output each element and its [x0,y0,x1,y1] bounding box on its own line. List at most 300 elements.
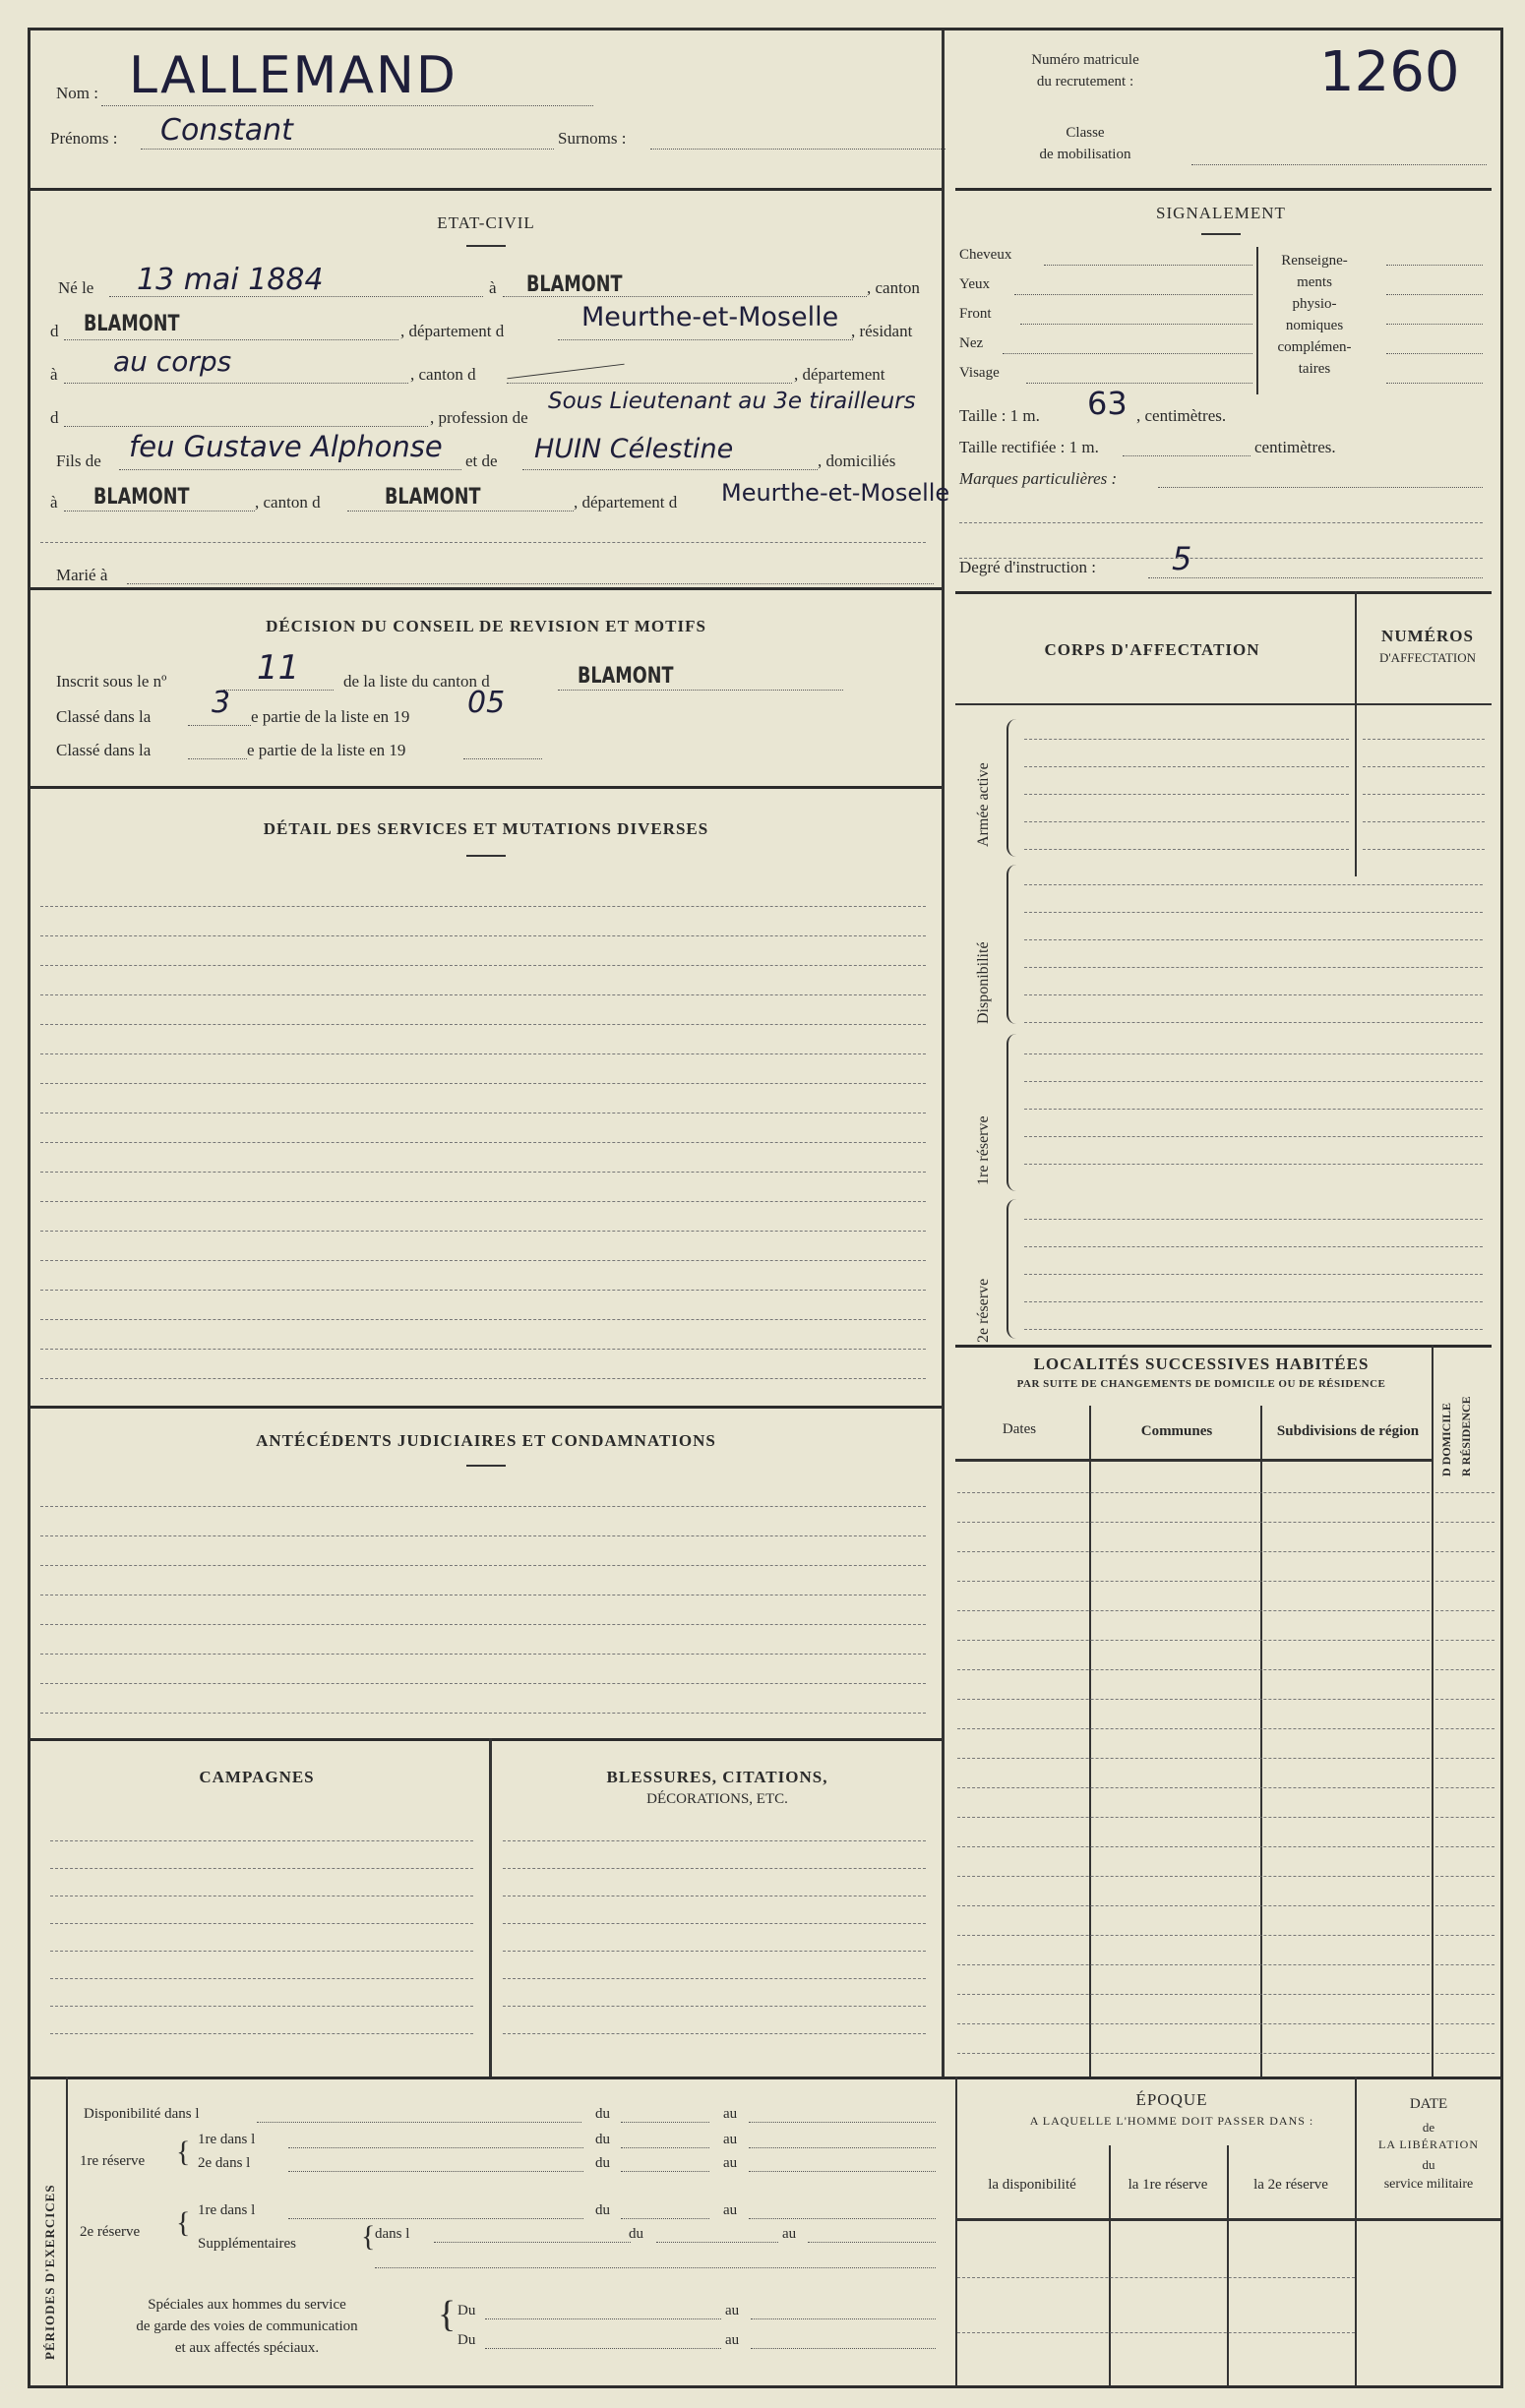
p1-du-line [621,2147,709,2148]
domicile-canton-line [347,511,574,512]
d2-line [64,426,428,427]
antecedents-rule [40,1654,926,1655]
localites-header-line [955,1459,1432,1462]
prenoms-line [141,149,554,150]
localites-rule [957,1964,1430,1965]
residence-line [64,383,408,384]
etat-civil-rule [40,542,926,543]
matricule-value: 1260 [1319,40,1460,104]
matricule-label-2: du recrutement : [1036,74,1134,90]
matricule-label-1: Numéro matricule [1031,52,1139,68]
details-rule [40,906,926,907]
antecedents-bottom [30,1738,942,1741]
localites-side-rule [1435,1817,1494,1818]
d2-label: d [50,408,59,427]
prenoms-label: Prénoms : [50,129,118,148]
localites-side-rule [1435,1522,1494,1523]
centimetres2-label: centimètres. [1254,438,1336,456]
localites-rule [957,1758,1430,1759]
localites-side-rule [1435,1551,1494,1552]
affectation-rule [1024,1164,1483,1165]
signalement-field-4: Visage [959,365,1000,381]
localites-side-rule [1435,1758,1494,1759]
affectation-rule [1024,1081,1483,1082]
renseignements-line-3 [1386,353,1483,354]
localites-side-rule [1435,1640,1494,1641]
spec-du-2-line [485,2348,721,2349]
canton-line [64,339,398,340]
pere-line [119,469,461,470]
annee2-line [463,758,542,759]
departement-line [558,339,853,340]
marques-label: Marques particulières : [959,469,1118,488]
affectation-rule [1024,884,1483,885]
fils-label: Fils de [56,452,101,470]
affectation-rule [1024,912,1483,913]
canton2-line [507,383,792,384]
mere-line [522,469,818,470]
blessures-rule [503,1923,926,1924]
p1-du: du [595,2132,610,2147]
domicile-canton-value: BLAMONT [385,485,481,510]
p2-line [288,2171,583,2172]
details-rule [40,1024,926,1025]
p1-au: au [723,2132,738,2147]
signalement-field-1: Yeux [959,276,990,292]
localites-side-rule [1435,1699,1494,1700]
p1-au-line [749,2147,936,2148]
et-label: et de [465,452,498,470]
affectation-rule [1024,1246,1483,1247]
header-divider-right [955,188,1492,191]
mere-value: HUIN Célestine [534,434,734,464]
departement-label: , département d [400,322,505,340]
localites-rule [957,1492,1430,1493]
corps-title: CORPS D'AFFECTATION [1044,640,1260,659]
details-rule [40,1142,926,1143]
localites-side-rule [1435,1610,1494,1611]
renseignements-line-0 [1386,265,1483,266]
classe-line [1191,164,1487,165]
affectation-bottom [955,1345,1492,1348]
dispo-line [257,2122,581,2123]
deuxieme-brace: { [176,2206,191,2239]
marie-line [127,583,934,584]
signalement-title: SIGNALEMENT [1156,204,1286,222]
details-rule [40,1113,926,1114]
front-line [1020,324,1252,325]
taille-rectifiee-line [1123,455,1250,456]
nez-line [1003,353,1252,354]
epoque-col-1: la 1re réserve [1128,2177,1208,2193]
localites-col-divider-2 [1260,1406,1262,2077]
epoque-header-line [957,2218,1355,2221]
affectation-rule [1024,967,1483,968]
marie-label: Marié à [56,566,108,584]
prenoms-value: Constant [160,113,293,148]
signalement-field-3: Nez [959,335,984,351]
supp-brace: { [361,2220,376,2253]
affectation-rule [1024,766,1349,767]
details-dash [466,855,506,857]
marques-rule-1 [959,522,1483,523]
localites-side-rule [1435,1787,1494,1788]
p2-au: au [723,2155,738,2171]
p1-label: 1re dans l [198,2132,256,2147]
ne-le-value: 13 mai 1884 [137,263,324,297]
main-column-divider [942,30,945,2077]
speciales-3: et aux affectés spéciaux. [174,2340,320,2356]
epoque-col-0: la disponibilité [988,2177,1076,2193]
localites-rule [957,2023,1430,2024]
renseignements-2: physio- [1292,296,1337,312]
renseignements-0: Renseigne- [1281,253,1348,269]
details-rule [40,965,926,966]
blessures-rule [503,1868,926,1869]
antecedents-title: ANTÉCÉDENTS JUDICIAIRES ET CONDAMNATIONS [256,1431,716,1450]
renseignements-1: ments [1297,274,1332,290]
dans-line [434,2242,631,2243]
decision-bottom [30,786,942,789]
marques-line-0 [1158,487,1483,488]
localites-col-1: Communes [1140,1423,1213,1439]
deuxieme-label: 2e réserve [80,2224,141,2240]
localites-side-rule [1435,1492,1494,1493]
date-2: de [1422,2120,1435,2135]
annee-value: 05 [467,686,506,720]
profession-label: , profession de [430,408,528,427]
degre-line [1148,577,1483,578]
surnoms-line [650,149,946,150]
signalement-field-0: Cheveux [959,247,1012,263]
lieu-naissance-line [503,296,867,297]
antecedents-rule [40,1535,926,1536]
spec-au-2-line [751,2348,936,2349]
affectation-rule [1024,794,1349,795]
localites-rule [957,1876,1430,1877]
date-header-line [1357,2218,1500,2221]
blessures-rule [503,1978,926,1979]
localites-col-0: Dates [1002,1421,1037,1437]
localites-side-rule [1435,1669,1494,1670]
canton-label: , canton [867,278,920,297]
affectation-bracket [1006,865,1018,1024]
signalement-divider [1256,247,1258,394]
spec-au-1: au [725,2303,740,2318]
epoque-rule-2 [957,2332,1355,2333]
renseignements-5: taires [1298,361,1331,377]
liste-canton-value: BLAMONT [578,664,674,689]
campagnes-rule [50,1868,473,1869]
visage-line [1026,383,1252,384]
details-rule [40,1083,926,1084]
departement3-label: , département d [574,493,678,512]
classe-label-2: de mobilisation [1039,147,1131,162]
supp-au-line [808,2242,936,2243]
classe1-label: Classé dans la [56,707,152,726]
localites-subtitle: PAR SUITE DE CHANGEMENTS DE DOMICILE OU DE RÉSIDENCE [1016,1378,1386,1390]
spec-au-2: au [725,2332,740,2348]
details-rule [40,1201,926,1202]
localites-rule [957,1728,1430,1729]
a2-label: à [50,365,58,384]
affectation-rule [1024,1301,1483,1302]
taille-label: Taille : 1 m. [959,406,1040,425]
numeros-rule [1363,821,1485,822]
antecedents-rule [40,1506,926,1507]
antecedents-rule [40,1624,926,1625]
localites-rule [957,1581,1430,1582]
details-rule [40,935,926,936]
inscrit-value: 11 [257,648,300,688]
classe2-label: Classé dans la [56,741,152,759]
epoque-subtitle: A LAQUELLE L'HOMME DOIT PASSER DANS : [1029,2114,1314,2128]
campagnes-title: CAMPAGNES [199,1768,315,1786]
supp-du-line [656,2242,778,2243]
localites-side-rule [1435,1728,1494,1729]
supp-label: Supplémentaires [198,2236,296,2252]
signalement-bottom [955,591,1492,594]
campagnes-divider [489,1738,492,2077]
date-4: du [1422,2157,1435,2172]
spec-du-1: Du [458,2303,476,2318]
departement-value: Meurthe-et-Moselle [581,302,839,332]
residence-value: au corps [113,345,232,378]
periodes-side-label: PÉRIODES D'EXERCICES [42,2184,57,2360]
etat-civil-bottom [30,587,942,590]
header-divider [30,188,942,191]
localites-rule [957,1640,1430,1641]
affectation-rule [1024,821,1349,822]
affectation-rule [1024,939,1483,940]
partie-label: e partie de la liste en 19 [251,707,410,726]
domicilies-label: , domiciliés [818,452,896,470]
premiere-label: 1re réserve [80,2153,146,2169]
affectation-rule [1024,1274,1483,1275]
affectation-rule [1024,1022,1483,1023]
localites-side-2: R RÉSIDENCE [1459,1396,1473,1476]
renseignements-line-1 [1386,294,1483,295]
speciales-1: Spéciales aux hommes du service [148,2297,346,2313]
localites-side-rule [1435,1994,1494,1995]
etat-civil-dash [466,245,506,247]
renseignements-line-2 [1386,324,1483,325]
p1-line [288,2147,583,2148]
blessures-rule [503,2006,926,2007]
canton-value: BLAMONT [84,312,180,336]
pere-value: feu Gustave Alphonse [129,430,443,463]
campagnes-rule [50,1978,473,1979]
campagnes-rule [50,2006,473,2007]
affectation-rule [1024,994,1483,995]
localites-side-rule [1435,2023,1494,2024]
localites-rule [957,1846,1430,1847]
localites-rule [957,1551,1430,1552]
renseignements-line-4 [1386,383,1483,384]
localites-side-rule [1435,1581,1494,1582]
localites-rule [957,1994,1430,1995]
localites-side-rule [1435,2053,1494,2054]
partie2-label: e partie de la liste en 19 [247,741,406,759]
localites-rule [957,1522,1430,1523]
taille-rectifiee-label: Taille rectifiée : 1 m. [959,438,1099,456]
domicile-line [64,511,255,512]
localites-col-divider-1 [1089,1406,1091,2077]
localites-side-rule [1435,1964,1494,1965]
affectation-rule [1024,1329,1483,1330]
details-rule [40,1290,926,1291]
degre-value: 5 [1172,540,1192,577]
date-3: LA LIBÉRATION [1378,2137,1479,2151]
epoque-title: ÉPOQUE [1135,2090,1208,2109]
ne-le-label: Né le [58,278,94,297]
d1-label: 1re dans l [198,2202,256,2218]
details-rule [40,1319,926,1320]
surnoms-label: Surnoms : [558,129,627,148]
degre-label: Degré d'instruction : [959,558,1097,576]
affectation-row-0: Armée active [975,762,992,847]
dispo-du-line [621,2122,709,2123]
yeux-line [1014,294,1252,295]
p2-du: du [595,2155,610,2171]
renseignements-3: nomiques [1285,318,1344,333]
affectation-rule [1024,1136,1483,1137]
speciales-2: de garde des voies de communication [136,2318,358,2334]
military-record-sheet [28,28,1503,2388]
affectation-rule [1024,739,1349,740]
localites-side-rule [1435,1905,1494,1906]
domicile-value: BLAMONT [93,485,190,510]
p2-label: 2e dans l [198,2155,251,2171]
details-bottom [30,1406,942,1409]
details-rule [40,1172,926,1173]
affectation-row-1: Disponibilité [975,941,992,1024]
signalement-dash [1201,233,1241,235]
localites-side-1: D DOMICILE [1439,1402,1453,1476]
blessures-rule [503,1951,926,1952]
renseignements-4: complémen- [1277,339,1352,355]
inscrit-line [223,690,334,691]
spec-du-2: Du [458,2332,476,2348]
details-rule [40,1349,926,1350]
spec-du-1-line [485,2318,721,2319]
d1-du: du [595,2202,610,2218]
numeros-rule [1363,849,1485,850]
taille-value: 63 [1087,385,1128,422]
affectation-bracket [1006,1034,1018,1191]
localites-side-rule [1435,1876,1494,1877]
numeros-divider [1355,591,1357,876]
affectation-row-2: 1re réserve [975,1115,992,1185]
epoque-rule-1 [957,2277,1355,2278]
affectation-bracket [1006,1199,1018,1339]
details-title: DÉTAIL DES SERVICES ET MUTATIONS DIVERSES [263,819,709,838]
inscrit-label: Inscrit sous le nº [56,672,167,691]
affectation-rule [1024,849,1349,850]
nom-value: LALLEMAND [129,46,458,105]
p2-du-line [621,2171,709,2172]
numeros-rule [1363,739,1485,740]
numeros-title-1: NUMÉROS [1381,627,1474,645]
localites-col-2: Subdivisions de région [1276,1423,1420,1439]
d1-du-line [621,2218,709,2219]
supp-line-2 [375,2267,936,2268]
premiere-brace: { [176,2136,191,2168]
campagnes-rule [50,1951,473,1952]
localites-rule [957,2053,1430,2054]
classe-label-1: Classe [1066,125,1105,141]
dispo-au-line [749,2122,936,2123]
affectation-rule [1024,1109,1483,1110]
dispo-label: Disponibilité dans l [84,2106,200,2122]
date-5: service militaire [1383,2177,1474,2192]
supp-au: au [782,2226,797,2242]
blessures-rule [503,1840,926,1841]
classe2-line [188,758,247,759]
a-label: à [489,278,497,297]
epoque-col-2: la 2e réserve [1253,2177,1328,2193]
profession-value: Sous Lieutenant au 3e tirailleurs [548,389,916,414]
localites-title: LOCALITÉS SUCCESSIVES HABITÉES [1033,1354,1370,1373]
blessures-rule [503,2033,926,2034]
numeros-rule [1363,766,1485,767]
periodes-side-divider [66,2077,68,2385]
blessures-subtitle: DÉCORATIONS, ETC. [646,1791,788,1807]
centimetres-label: , centimètres. [1136,406,1227,425]
liste-canton-label: de la liste du canton d [343,672,490,691]
antecedents-rule [40,1565,926,1566]
date-1: DATE [1409,2096,1448,2112]
localites-rule [957,1905,1430,1906]
canton2-label: , canton d [410,365,476,384]
numeros-rule [1363,794,1485,795]
localites-rule [957,1935,1430,1936]
etat-civil-title: ETAT-CIVIL [437,213,535,232]
d1-au: au [723,2202,738,2218]
speciales-brace: { [438,2294,457,2335]
blessures-title: BLESSURES, CITATIONS, [606,1768,828,1786]
a3-label: à [50,493,58,512]
antecedents-dash [466,1465,506,1467]
details-rule [40,1231,926,1232]
details-rule [40,994,926,995]
d1-au-line [749,2218,936,2219]
d1-line [288,2218,583,2219]
departement2-label: , département [794,365,885,384]
localites-rule [957,1699,1430,1700]
cheveux-line [1044,265,1252,266]
antecedents-rule [40,1713,926,1714]
affectation-rule [1024,1219,1483,1220]
details-rule [40,1378,926,1379]
campagnes-rule [50,1840,473,1841]
nom-label: Nom : [56,84,98,102]
supp-du: du [629,2226,643,2242]
canton3-label: , canton d [255,493,321,512]
dans-label: dans l [375,2226,410,2242]
affectation-bracket [1006,719,1018,857]
numeros-title-2: D'AFFECTATION [1378,650,1477,665]
dispo-du: du [595,2106,610,2122]
antecedents-rule [40,1683,926,1684]
nom-line [101,105,593,106]
classe1-line [188,725,251,726]
signalement-field-2: Front [959,306,992,322]
localites-side-rule [1435,1935,1494,1936]
decision-title: DÉCISION DU CONSEIL DE REVISION ET MOTIFS [266,617,706,635]
liste-canton-line [558,690,843,691]
localites-rule [957,1669,1430,1670]
